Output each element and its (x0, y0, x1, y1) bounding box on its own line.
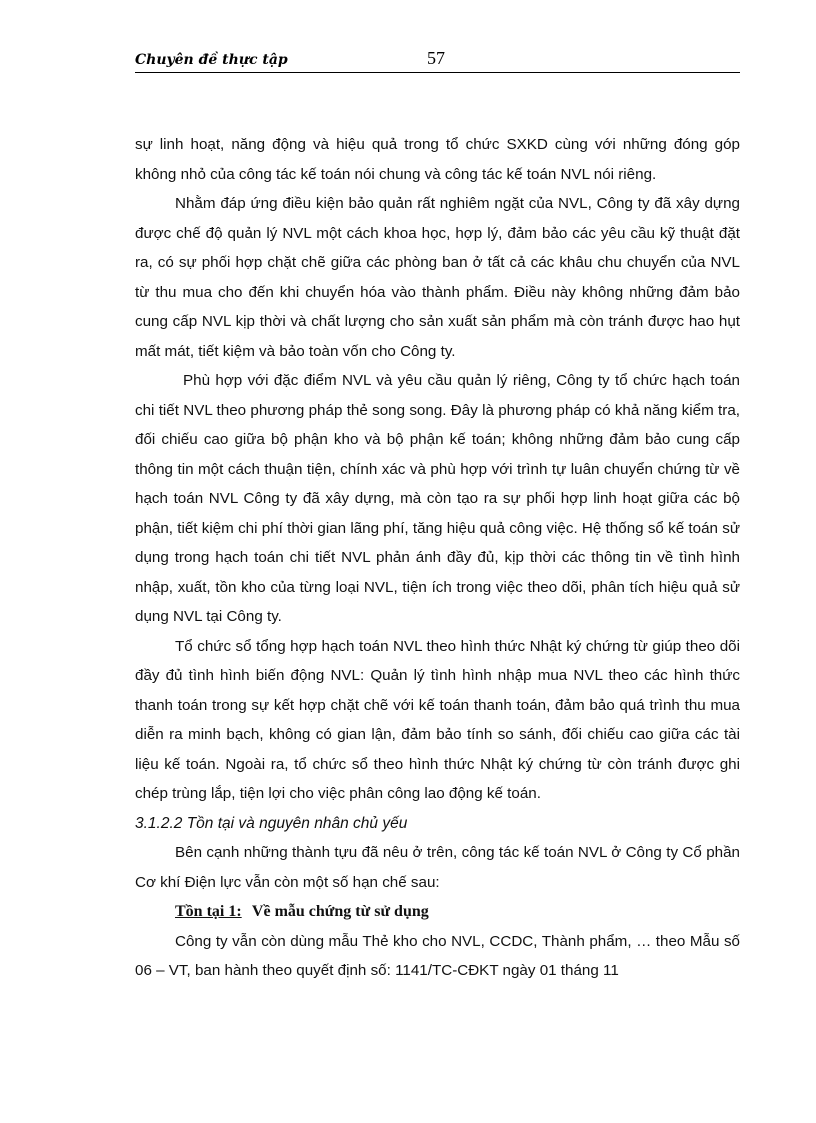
paragraph: Tổ chức sổ tổng hợp hạch toán NVL theo hình thức Nhật ký chứng từ giúp theo dõi đầy đủ tình hình biến động NVL: Quản lý tình hình nhập mua NVL theo các hình thức thanh toán trong sự kết hợp chặt chẽ với kế toán thanh toán, đảm bảo quá trình thu mua diễn ra minh bạch, không có gian lận, đảm bảo tính so sánh, đối chiếu cao giữa các tài liệu kế toán. Ngoài ra, tổ chức sổ theo hình thức Nhật ký chứng từ còn tránh được ghi chép trùng lắp, tiện lợi cho việc phân công lao động kế toán. (135, 637, 740, 802)
paragraph: Nhằm đáp ứng điều kiện bảo quản rất nghiêm ngặt của NVL, Công ty đã xây dựng được chế độ quản lý NVL một cách khoa học, hợp lý, đảm bảo các yêu cầu kỹ thuật đặt ra, có sự phối hợp chặt chẽ giữa các phòng ban ở tất cả các khâu chu chuyển của NVL từ thu mua cho đến khi chuyển hóa vào thành phẩm. Điều này không những đảm bảo cung cấp NVL kịp thời và chất lượng cho sản xuất sản phẩm mà còn tránh được hao hụt mất mát, tiết kiệm và bảo toàn vốn cho Công ty. (135, 195, 740, 360)
issue-heading (135, 897, 740, 927)
section-heading: 3.1.2.2 Tồn tại và nguyên nhân chủ yếu (135, 814, 408, 832)
header-title: Chuyên đề thực tập (135, 52, 288, 68)
issue-text: Công ty vẫn còn dùng mẫu Thẻ kho cho NVL, CCDC, Thành phẩm, … theo Mẫu số 06 – VT, ban hành theo quyết định số: 1141/TC-CĐKT ngày 01 tháng 11 (135, 932, 740, 979)
paragraph: Phù hợp với đặc điểm NVL và yêu cầu quản lý riêng, Công ty tổ chức hạch toán chi tiết NVL theo phương pháp thẻ song song. Đây là phương pháp có khả năng kiểm tra, đối chiếu cao giữa bộ phận kho và bộ phận kế toán; không những đảm bảo cung cấp thông tin một cách thuận tiện, chính xác và phù hợp với trình tự luân chuyển chứng từ về hạch toán NVL Công ty đã xây dựng, mà còn tạo ra sự phối hợp linh hoạt giữa các bộ phận, tiết kiệm chi phí thời gian lãng phí, tăng hiệu quả công việc. Hệ thống sổ kế toán sử dụng trong hạch toán chi tiết NVL phản ánh đầy đủ, kịp thời các thông tin về tình hình nhập, xuất, tồn kho của từng loại NVL, tiện ích trong việc theo dõi, phân tích hiệu quả sử dụng NVL tại Công ty. (135, 372, 740, 625)
issue-label: Tồn tại 1: (175, 903, 242, 920)
page-header (135, 48, 740, 73)
page-number: 57 (427, 48, 445, 68)
document-body (135, 130, 740, 986)
section-intro: Bên cạnh những thành tựu đã nêu ở trên, công tác kế toán NVL ở Công ty Cổ phần Cơ khí Điện lực vẫn còn một số hạn chế sau: (135, 844, 740, 891)
issue-title: Về mẫu chứng từ sử dụng (251, 903, 429, 920)
paragraph-continuation: sự linh hoạt, năng động và hiệu quả trong tổ chức SXKD cùng với những đóng góp không nhỏ của công tác kế toán nói chung và công tác kế toán NVL nói riêng. (135, 136, 740, 183)
